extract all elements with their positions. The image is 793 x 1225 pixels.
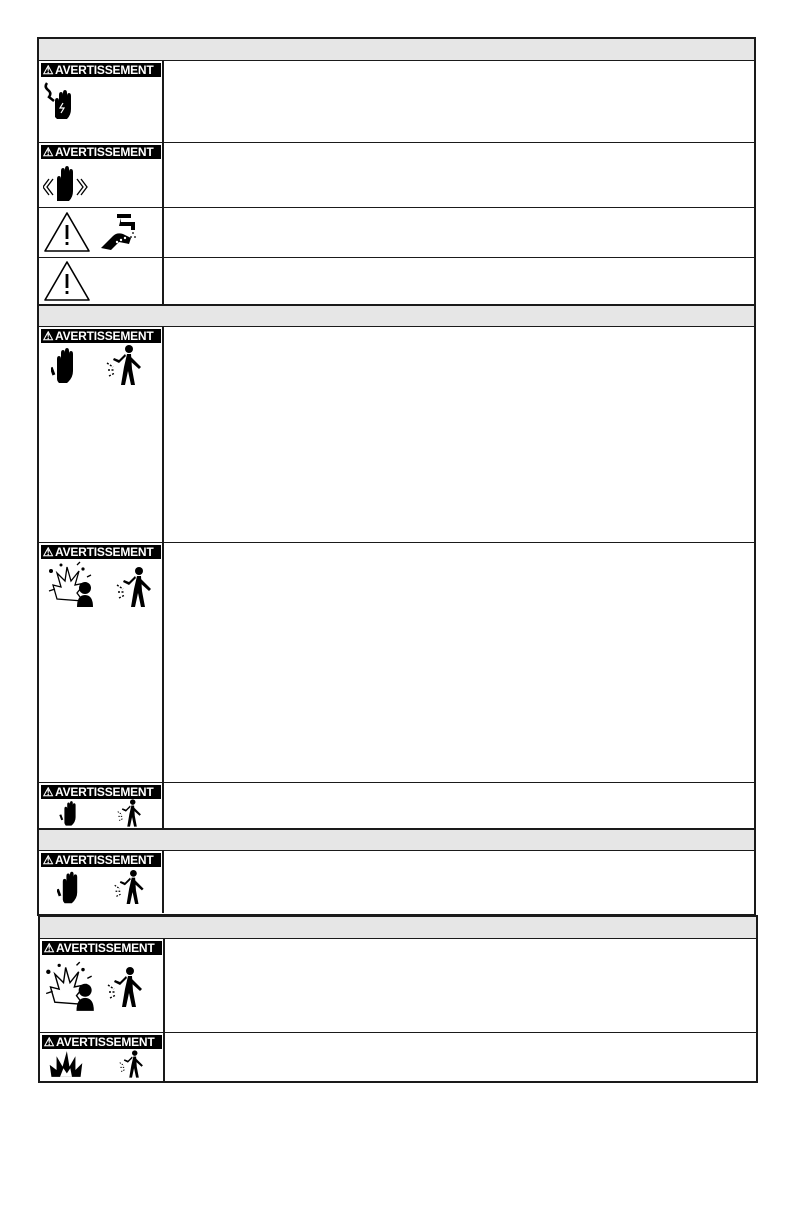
warning-row xyxy=(39,543,754,783)
warning-badge: ⚠ AVERTISSEMENT xyxy=(42,1035,162,1049)
warning-row xyxy=(39,143,754,208)
warning-row xyxy=(39,327,754,543)
warning-badge: ⚠ AVERTISSEMENT xyxy=(41,63,161,77)
warning-row xyxy=(39,61,754,143)
warning-text-cell xyxy=(164,143,754,207)
warning-text-cell xyxy=(164,783,754,828)
warning-row xyxy=(40,1033,756,1081)
caution-row xyxy=(39,258,754,305)
warning-triangle-icon: ⚠ xyxy=(43,1035,55,1049)
caution-triangle-icon xyxy=(43,211,91,254)
electric-shock-hand-icon xyxy=(43,79,79,123)
warning-badge: ⚠ AVERTISSEMENT xyxy=(41,145,161,159)
warning-triangle-icon: ⚠ xyxy=(43,941,55,955)
warning-triangle-icon: ⚠ xyxy=(42,145,54,159)
warning-icon-cell xyxy=(39,851,164,913)
warning-icon-cell xyxy=(39,143,164,207)
warning-badge: ⚠ AVERTISSEMENT xyxy=(41,785,161,799)
warning-triangle-icon: ⚠ xyxy=(42,785,54,799)
warning-triangle-icon: ⚠ xyxy=(42,63,54,77)
section-header-2 xyxy=(39,305,754,327)
warning-row xyxy=(39,783,754,829)
electrocution-person-icon xyxy=(113,868,147,906)
warning-icon-cell xyxy=(39,783,164,828)
safety-table-2 xyxy=(38,915,758,1083)
warning-badge: ⚠ AVERTISSEMENT xyxy=(41,329,161,343)
warning-triangle-icon: ⚠ xyxy=(42,545,54,559)
warning-icon-cell xyxy=(40,1033,165,1081)
warning-badge: ⚠ AVERTISSEMENT xyxy=(42,941,162,955)
warning-icon-cell xyxy=(40,939,165,1032)
warning-badge: ⚠ AVERTISSEMENT xyxy=(41,545,161,559)
caution-text-cell xyxy=(164,258,754,304)
warning-triangle-icon: ⚠ xyxy=(42,329,54,343)
section-header-1 xyxy=(39,39,754,61)
warning-text-cell xyxy=(164,543,754,782)
warning-text-cell xyxy=(164,61,754,142)
warning-icon-cell xyxy=(39,61,164,142)
warning-icon-cell xyxy=(39,327,164,542)
explosion-person-icon xyxy=(47,561,95,609)
caution-icon-cell xyxy=(39,258,164,304)
section-header-3 xyxy=(39,829,754,851)
caution-triangle-icon xyxy=(43,260,91,303)
electrocution-person-icon xyxy=(105,343,145,387)
warning-triangle-icon: ⚠ xyxy=(42,853,54,867)
electrocution-person-icon xyxy=(118,1049,146,1079)
wash-hands-faucet-icon xyxy=(97,212,139,254)
warning-text-cell xyxy=(165,939,756,1032)
warning-row xyxy=(39,851,754,913)
warning-text-cell xyxy=(164,327,754,542)
caution-text-cell xyxy=(164,208,754,257)
section-header-4 xyxy=(40,917,756,939)
electrocution-person-icon xyxy=(115,565,155,609)
electrocution-person-icon xyxy=(115,798,145,828)
explosion-person-icon xyxy=(44,961,96,1013)
vibrating-hand-icon xyxy=(43,161,89,203)
stop-hand-icon xyxy=(51,345,79,385)
stop-hand-icon xyxy=(57,869,83,905)
electrocution-person-icon xyxy=(106,965,146,1009)
warning-text-cell xyxy=(165,1033,756,1081)
warning-icon-cell xyxy=(39,543,164,782)
warning-row xyxy=(40,939,756,1033)
fire-burst-icon xyxy=(48,1049,84,1079)
caution-row xyxy=(39,208,754,258)
safety-table-1 xyxy=(37,37,756,916)
stop-hand-icon xyxy=(59,799,81,827)
caution-icon-cell xyxy=(39,208,164,257)
warning-badge: ⚠ AVERTISSEMENT xyxy=(41,853,161,867)
warning-text-cell xyxy=(164,851,754,913)
